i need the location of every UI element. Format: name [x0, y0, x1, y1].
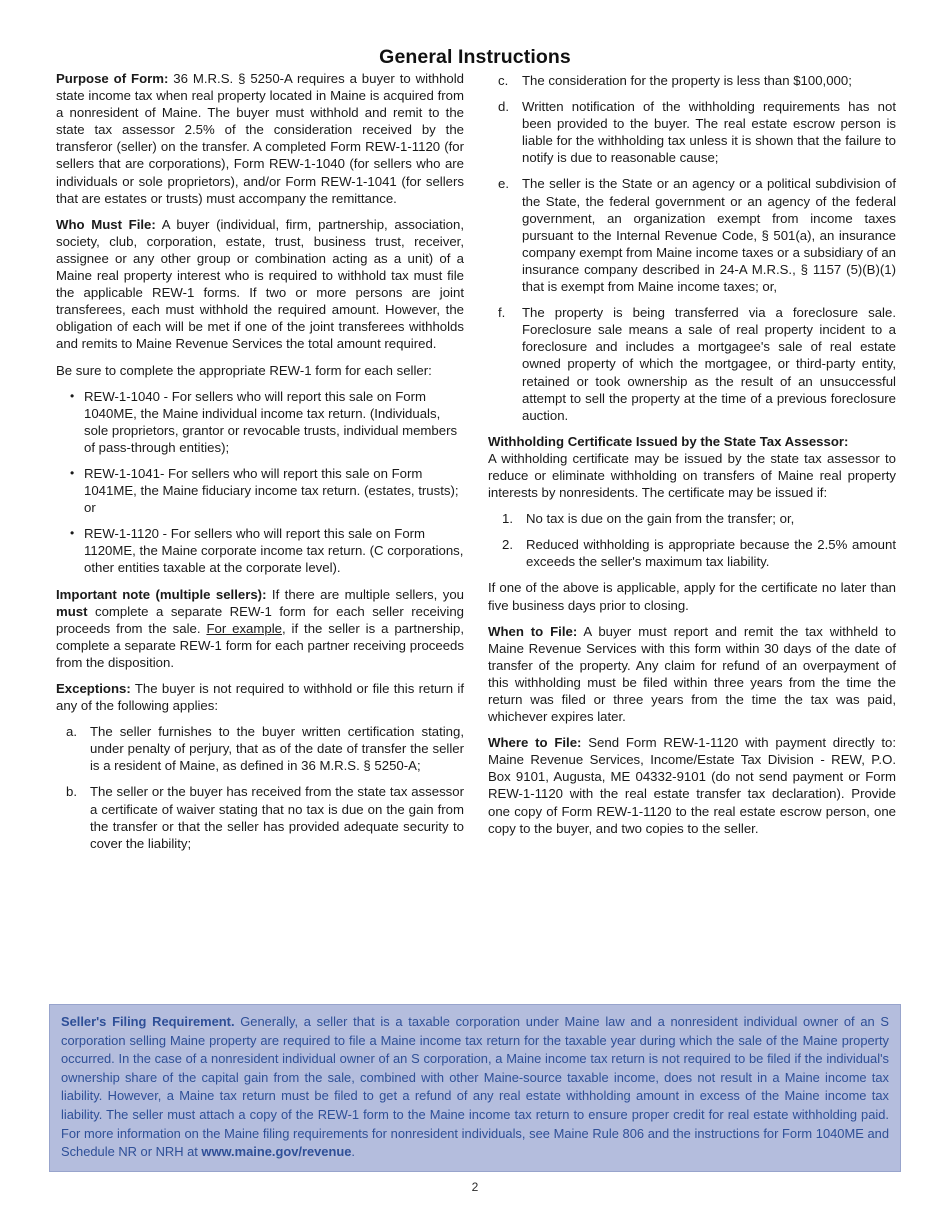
when-to-file-lead: When to File:	[488, 623, 578, 639]
paragraph-exceptions	[56, 680, 464, 714]
certificate-conditions-list	[488, 510, 896, 570]
list-item-text: The consideration for the property is less than $100,000;	[522, 73, 852, 88]
list-item-marker: f.	[498, 305, 506, 321]
list-item	[488, 98, 896, 166]
page-title: General Instructions	[379, 46, 571, 68]
exceptions-list-right	[488, 72, 896, 424]
exceptions-lead: Exceptions:	[56, 681, 131, 696]
who-must-file-body: A buyer (individual, firm, partnership, association, society, club, corporation, estate, trust, business trust, receiver, assignee or any other group or combination acting as a unit) of a Maine real property interest who is required to withhold tax must file the applicable REW-1 forms. If two or more persons are joint transferees, each must withhold the required amount. However, the obligation of each will be met if one of the joint transferees withholds and remits to Maine Revenue Services the total amount required.	[56, 216, 465, 352]
where-to-file-lead: Where to File:	[488, 735, 582, 751]
purpose-of-form-lead: Purpose of Form:	[56, 71, 169, 86]
list-item: • REW-1-1120 - For sellers who will report this sale on Form 1120ME, the Maine corporate income tax return. (C corporations, other entities taxable at the corporate level).	[56, 525, 464, 576]
sellers-filing-requirement-callout	[49, 1004, 901, 1172]
paragraph-be-sure-intro: Be sure to complete the appropriate REW-1 form for each seller:	[56, 362, 432, 378]
list-item	[488, 304, 896, 424]
exceptions-body: The buyer is not required to withhold or file this return if any of the following applies:	[56, 681, 464, 714]
left-column	[56, 70, 464, 861]
list-item: • REW-1-1041- For sellers who will report this sale on Form 1041ME, the Maine fiduciary income tax return. (estates, trusts); or	[56, 465, 464, 516]
paragraph-purpose-of-form	[56, 70, 464, 207]
list-item	[488, 72, 896, 89]
list-item-text: The seller furnishes to the buyer written certification stating, under penalty of perjury, that as of the date of transfer the seller is a resident of Maine, as defined in 36 M.R.S. § 5250-A;	[90, 724, 464, 774]
list-item	[488, 536, 896, 570]
list-item-marker: 2.	[502, 537, 513, 553]
important-note-underlined-phrase: For example	[206, 620, 282, 636]
purpose-of-form-body: 36 M.R.S. § 5250-A requires a buyer to withhold state income tax when real property located in Maine is acquired from a nonresident of Maine. The buyer must withhold and remit to the state tax assessor 2.5% of the consideration received by the transferor (seller) on the transfer. A completed Form REW-1-1120 (for sellers that are corporations), Form REW-1-1040 (for sellers who are individuals or sole proprietors), and/or Form REW-1-1041 (for sellers that are estates or trusts) must accompany the remittance.	[56, 71, 464, 206]
important-note-part1: If there are multiple sellers, you	[266, 586, 464, 602]
paragraph-apply-note: If one of the above is applicable, apply for the certificate no later than five business days prior to closing.	[488, 580, 896, 613]
list-item-marker: b.	[66, 784, 77, 800]
list-item	[56, 783, 464, 851]
notice-body-part2: .	[351, 1144, 355, 1160]
withholding-certificate-heading: Withholding Certificate Issued by the State Tax Assessor:	[488, 433, 849, 449]
list-item-text: The seller is the State or an agency or a political subdivision of the State, the federal government or an agency of the federal government, an organization exempt from income taxes pursuant to the Internal Revenue Code, § 501(a), an insurance company exempt from Maine income taxes or a subsidiary of an insurance company described in 24-A M.R.S., § 1157 (5)(B)(1) that is exempt from Maine income taxes; or,	[522, 176, 896, 295]
notice-paragraph	[61, 1013, 889, 1162]
page-number: 2	[471, 1180, 479, 1194]
list-item-marker: a.	[66, 724, 77, 740]
who-must-file-lead: Who Must File:	[56, 216, 156, 232]
paragraph-where-to-file	[488, 734, 896, 837]
list-item-marker: d.	[498, 99, 509, 115]
list-item: • REW-1-1040 - For sellers who will report this sale on Form 1040ME, the Maine individual income tax return. (Individuals, sole proprietors, grantor or revocable trusts, individual members of pass-through entities);	[56, 388, 464, 456]
list-item-marker: c.	[498, 73, 509, 88]
revenue-website-link[interactable]: www.maine.gov/revenue	[201, 1144, 352, 1160]
important-note-lead: Important note (multiple sellers):	[56, 586, 267, 602]
where-to-file-body: Send Form REW-1-1120 with payment directly to: Maine Revenue Services, Income/Estate Tax Division - REW, P.O. Box 9101, Augusta, ME 04332-9101 (do not send payment or Form REW-1-1120 with the real estate transfer tax declaration). Provide one copy of Form REW-1-1120 to the real estate escrow person, one copy to the buyer, and two copies to the seller.	[488, 735, 896, 836]
list-item-text: Written notification of the withholding requirements has not been provided to the buyer. The real estate escrow person is liable for the withholding tax unless it is shown that the failure to notify is due to reasonable cause;	[522, 99, 896, 166]
list-item-text: No tax is due on the gain from the transfer; or,	[526, 511, 795, 527]
two-column-body	[56, 70, 896, 861]
important-note-bold-word: must	[56, 603, 88, 619]
paragraph-withholding-certificate-body: A withholding certificate may be issued by the state tax assessor to reduce or eliminate withholding on transfers of Maine real property interests by nonresidents. The certificate may be issued if:	[488, 450, 896, 501]
important-note-part3: , if the seller is a partnership, complete a separate REW-1 form for each partner receiving proceeds from the disposition.	[56, 620, 464, 670]
list-item-marker: 1.	[502, 511, 513, 527]
form-type-bullet-list	[56, 388, 464, 577]
list-item-text: The seller or the buyer has received from the state tax assessor a certificate of waiver stating that no tax is due on the gain from the transfer or that the seller has provided adequate security to cover the liability;	[90, 784, 464, 851]
list-item-marker: e.	[498, 176, 509, 192]
list-item	[56, 723, 464, 774]
list-item-text: Reduced withholding is appropriate because the 2.5% amount exceeds the seller's maximum tax liability.	[526, 537, 896, 570]
list-item-text: The property is being transferred via a foreclosure sale. Foreclosure sale means a sale of real property incident to a foreclosure and includes a mortgagee's sale of real estate owned property of which the mortgagee, or third-party entity, retained or took ownership as the result of an unsuccessful attempt to sell the property at the time of a previous foreclosure auction.	[522, 305, 896, 423]
exceptions-list-left	[56, 723, 464, 852]
paragraph-important-note	[56, 586, 464, 671]
when-to-file-body: A buyer must report and remit the tax withheld to Maine Revenue Services with this form within 30 days of the date of transfer of the property. Any claim for refund of an overpayment of this withholding must be filed within three years from the time the return was filed or three years from the time the tax was paid, whichever expires later.	[488, 623, 897, 725]
right-column	[488, 70, 896, 837]
paragraph-who-must-file	[56, 216, 464, 353]
paragraph-when-to-file	[488, 623, 896, 726]
list-item	[488, 175, 896, 295]
list-item	[488, 510, 896, 527]
important-note-part2: complete a separate REW-1 form for each seller receiving proceeds from the sale.	[56, 603, 464, 636]
notice-lead: Seller's Filing Requirement.	[61, 1014, 235, 1029]
notice-body-part1: Generally, a seller that is a taxable corporation under Maine law and a nonresident individual owner of an S corporation selling Maine property are required to file a Maine income tax return for the taxable year during which the sale of the Maine property occurred. In the case of a nonresident individual owner of an S corporation, a Maine income tax return is not required to be filed if the individual's ownership share of the capital gain from the sale, combined with other Maine-source taxable income, does not result in a Maine income tax liability. However, a Maine tax return must be filed to get a refund of any real estate withholding amount in excess of the Maine income tax liability. The seller must attach a copy of the REW-1 form to the Maine income tax return to ensure proper credit for real estate withholding paid. For more information on the Maine filing requirements for nonresident individuals, see Maine Rule 806 and the instructions for Form 1040ME and Schedule NR or NRH at	[61, 1014, 889, 1160]
